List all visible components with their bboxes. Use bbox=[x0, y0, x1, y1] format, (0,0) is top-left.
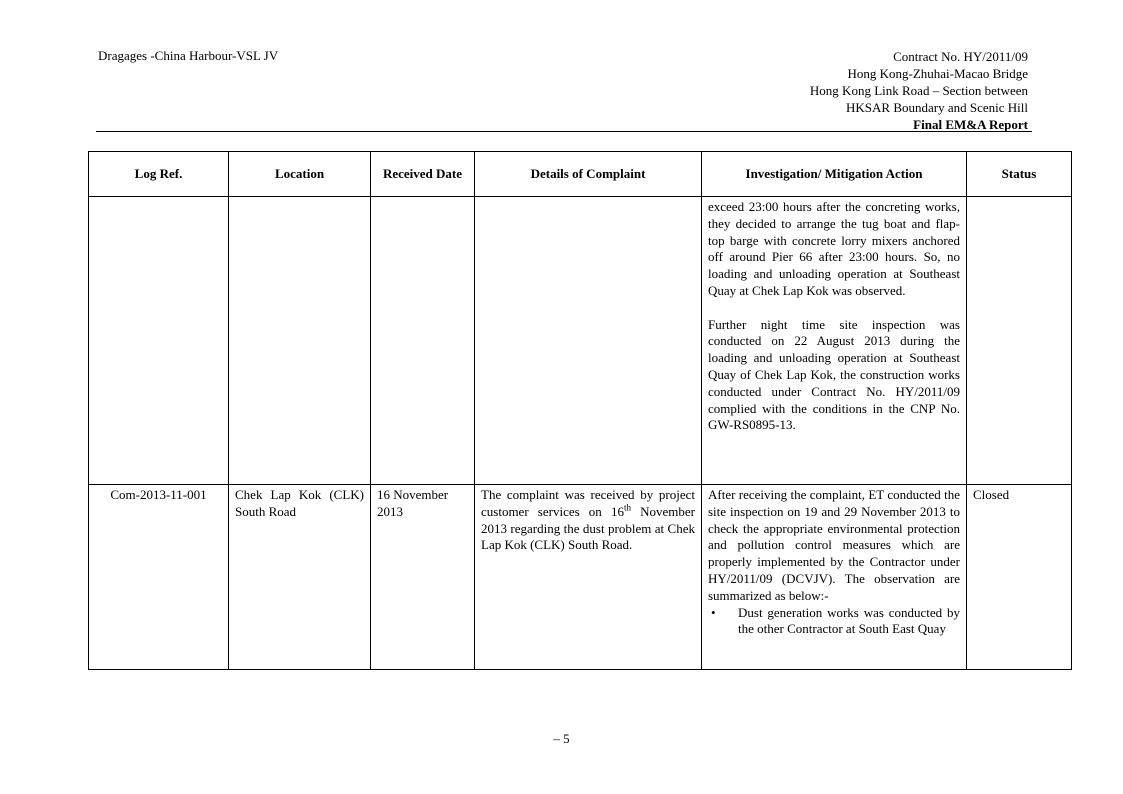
page-number: – 5 bbox=[553, 731, 570, 746]
company-name: Dragages -China Harbour-VSL JV bbox=[98, 48, 279, 63]
col-header-log-ref: Log Ref. bbox=[89, 152, 229, 197]
table-row bbox=[89, 485, 1072, 670]
details-text-end: November 2013 regarding the dust problem at Chek Lap Kok (CLK) South Road. bbox=[481, 503, 695, 553]
cell-details bbox=[475, 485, 702, 670]
complaint-log-table bbox=[88, 151, 1072, 670]
table-header-row bbox=[89, 152, 1072, 197]
cell-status: Closed bbox=[967, 485, 1072, 670]
col-header-location: Location bbox=[229, 152, 371, 197]
cell-details-empty bbox=[475, 197, 702, 485]
cell-status-empty bbox=[967, 197, 1072, 485]
details-text-start: The complaint was received by project customer services on 16 bbox=[481, 487, 695, 519]
action-paragraph-2: Further night time site inspection was conducted on 22 August 2013 during the loading and unloading operation at Southeast Quay of Chek Lap Kok, the construction works conducted under Contract No. HY/2011/09 complied with the conditions in the CNP No. GW-RS0895-13. bbox=[708, 316, 960, 433]
cell-action bbox=[702, 485, 967, 670]
action-intro: After receiving the complaint, ET conducted the site inspection on 19 and 29 November 2013 to check the appropriate environmental protection and pollution control measures which are properly implemented by the Contractor under HY/2011/09 (DCVJV). The observation are summarized as below:- bbox=[708, 487, 960, 603]
cell-received-date: 16 November 2013 bbox=[371, 485, 475, 670]
col-header-details: Details of Complaint bbox=[475, 152, 702, 197]
cell-log-ref: Com-2013-11-001 bbox=[89, 485, 229, 670]
cell-received-date-empty bbox=[371, 197, 475, 485]
contract-info bbox=[810, 48, 1028, 133]
cell-location: Chek Lap Kok (CLK) South Road bbox=[229, 485, 371, 670]
report-title: Final EM&A Report bbox=[913, 117, 1028, 132]
cell-action-continued bbox=[702, 197, 967, 485]
col-header-received-date: Received Date bbox=[371, 152, 475, 197]
observation-text: Dust generation works was conducted by the other Contractor at South East Quay bbox=[738, 604, 960, 637]
cell-log-ref-empty bbox=[89, 197, 229, 485]
action-paragraph-1: exceed 23:00 hours after the concreting works, they decided to arrange the tug boat and flap-top barge with concrete lorry mixers anchored off around Pier 66 after 23:00 hours. So, no loading and unloading operation at Southeast Quay at Chek Lap Kok was observed. bbox=[708, 199, 960, 298]
header-rule bbox=[96, 131, 1032, 132]
project-section: Hong Kong Link Road – Section between bbox=[809, 83, 1028, 98]
details-ordinal-suffix: th bbox=[623, 502, 631, 513]
cell-location-empty bbox=[229, 197, 371, 485]
paragraph-spacer bbox=[708, 300, 960, 317]
project-section-extent: HKSAR Boundary and Scenic Hill bbox=[846, 100, 1028, 115]
bullet-icon: • bbox=[711, 604, 716, 620]
col-header-status: Status bbox=[967, 152, 1072, 197]
observation-list bbox=[708, 605, 960, 639]
col-header-action: Investigation/ Mitigation Action bbox=[702, 152, 967, 197]
contract-number: Contract No. HY/2011/09 bbox=[893, 49, 1028, 64]
project-name: Hong Kong-Zhuhai-Macao Bridge bbox=[847, 66, 1028, 81]
list-item bbox=[711, 604, 960, 639]
table-row-continued bbox=[89, 197, 1072, 485]
